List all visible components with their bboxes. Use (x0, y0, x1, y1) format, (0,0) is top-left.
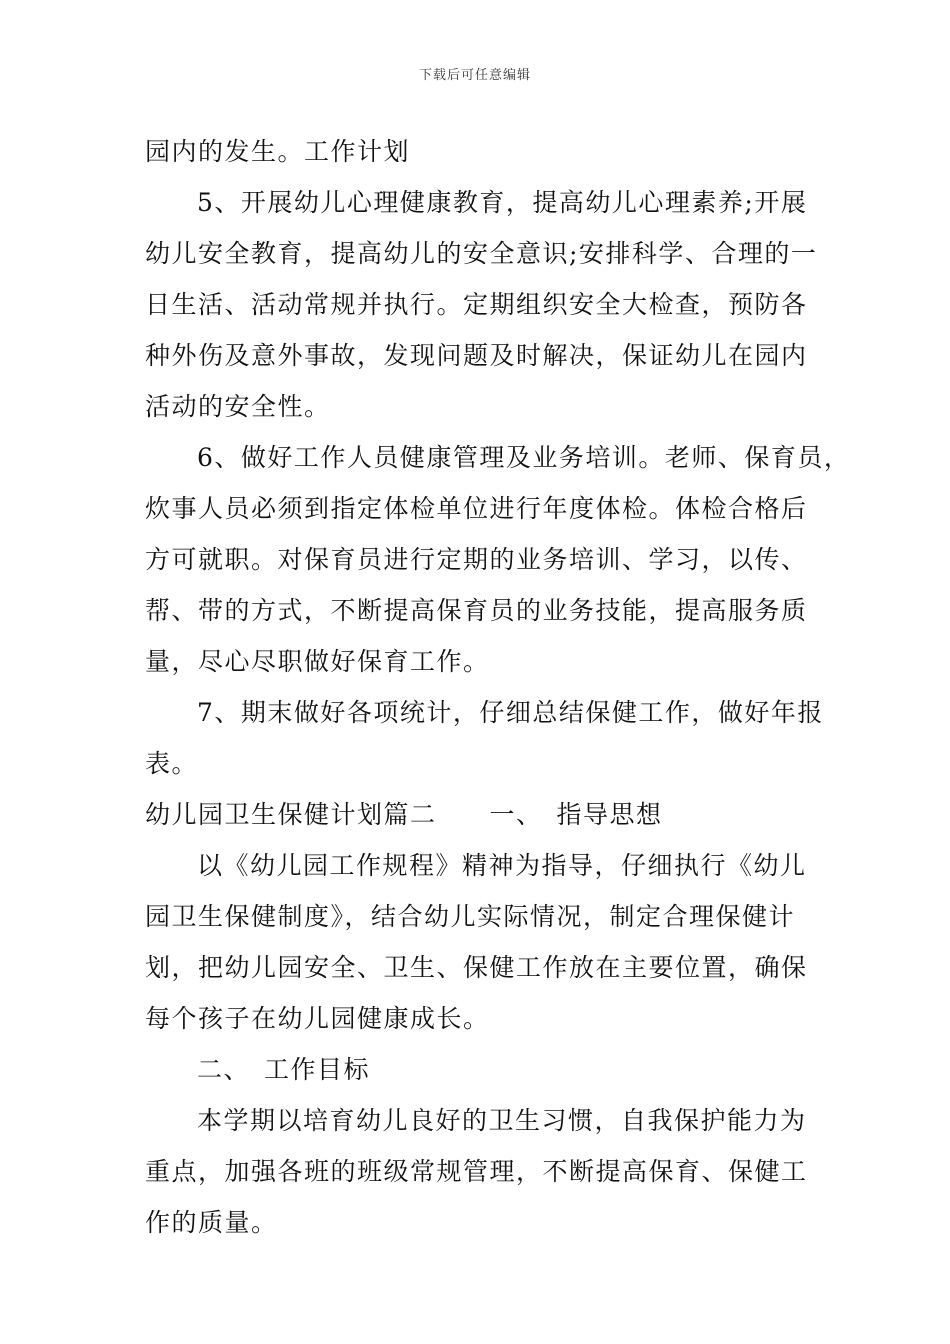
text-line: 炊事人员必须到指定体检单位进行年度体检。体检合格后 (145, 494, 808, 523)
text-line: 量，尽心尽职做好保育工作。 (145, 647, 490, 676)
text-line: 划，把幼儿园安全、卫生、保健工作放在主要位置，确保 (145, 953, 808, 982)
text-line: 园卫生保健制度》，结合幼儿实际情况，制定合理保健计 (145, 902, 796, 931)
text-line: 以《幼儿园工作规程》精神为指导，仔细执行《幼儿 (197, 851, 807, 880)
page-header-note: 下载后可任意编辑 (418, 68, 531, 83)
text-line: 重点，加强各班的班级常规管理，不断提高保育、保健工 (145, 1157, 808, 1186)
text-line: 日生活、活动常规并执行。定期组织安全大检查，预防各 (145, 290, 808, 319)
text-line: 作的质量。 (145, 1208, 278, 1237)
text-line: 7、期末做好各项统计，仔细总结保健工作，做好年报 (197, 698, 824, 727)
document-body (145, 126, 851, 1248)
text-line: 种外伤及意外事故，发现问题及时解决，保证幼儿在园内 (145, 341, 808, 370)
section-heading-line: 二、 工作目标 (197, 1055, 371, 1084)
text-line: 园内的发生。工作计划 (145, 137, 411, 166)
text-line: 6、做好工作人员健康管理及业务培训。老师、保育员， (197, 443, 851, 472)
section-heading-line: 幼儿园卫生保健计划篇二 一、 指导思想 (145, 800, 663, 829)
text-line: 帮、带的方式，不断提高保育员的业务技能，提高服务质 (145, 596, 808, 625)
text-line: 每个孩子在幼儿园健康成长。 (145, 1004, 490, 1033)
text-line: 5、开展幼儿心理健康教育，提高幼儿心理素养;开展 (197, 188, 808, 217)
text-line: 本学期以培育幼儿良好的卫生习惯，自我保护能力为 (197, 1106, 807, 1135)
text-line: 方可就职。对保育员进行定期的业务培训、学习，以传、 (145, 545, 808, 574)
text-line: 幼儿安全教育，提高幼儿的安全意识;安排科学、合理的一 (145, 239, 818, 268)
text-line: 表。 (145, 749, 199, 778)
text-line: 活动的安全性。 (145, 392, 331, 421)
